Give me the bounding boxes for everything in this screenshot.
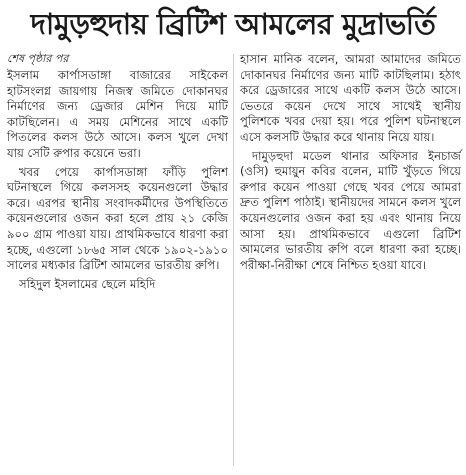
column-divider (233, 54, 234, 466)
paragraph: দামুড়হুদা মডেল থানার অফিসার ইনচার্জ (ওসি) হুমায়ুন কবির বলেন, মাটি খুঁড়তে গিয়ে রুপার কয়েন পাওয়া গেছে খবর পেয়ে আমরা দ্রুত পুলিশ পাঠাই। স্থানীয়দের সামনে কলস খুলে কয়েনগুলোর ওজন করা হয় এবং থানায় নিয়ে আসা হয়। প্রাথমিকভাবে এগুলো ব্রিটিশ আমলের ভারতীয় রুপি বলে ধারণা করা হচ্ছে। পরীক্ষা-নিরীক্ষা শেষে নিশ্চিত হওয়া যাবে। (240, 148, 461, 272)
continued-from-label: শেষ পৃষ্ঠার পর (7, 52, 69, 65)
right-column (240, 52, 461, 273)
left-column (7, 52, 228, 292)
paragraph: সহিদুল ইসলামের ছেলে মহিদি (19, 276, 156, 291)
headline: দামুড়হুদায় ব্রিটিশ আমলের মুদ্রাভর্তি (30, 7, 436, 41)
paragraph: খবর পেয়ে কার্পাসডাঙ্গা ফাঁড়ি পুলিশ ঘটনাস্থলে গিয়ে কলসসহ কয়েনগুলো উদ্ধার করে। এরপর স্থানীয় সংবাদকর্মীদের উপস্থিতিতে কয়েনগুলোর ওজন করা হলে প্রায় ২১ কেজি ৯০০ গ্রাম পাওয়া যায়। প্রাথমিকভাবে ধারণা করা হচ্ছে, এগুলো ১৮৬৫ সাল থেকে ১৯০২-১৯১০ সালের মধ্যকার ব্রিটিশ আমলের ভারতীয় রুপি। (7, 164, 228, 273)
paragraph: হাসান মানিক বলেন, আমরা আমাদের জমিতে দোকানঘর নির্মাণের জন্য মাটি কাটছিলাম। হঠাৎ করে ড্রেজারের সাথে একটি কলস উঠে আসে। ভেতরে কয়েন দেখে সাথে সাথেই স্থানীয় পুলিশকে খবর দেয়া হয়। পরে পুলিশ ঘটনাস্থলে এসে কলসটি উদ্ধার করে থানায় নিয়ে যায়। (240, 52, 461, 144)
paragraph: ইসলাম কার্পাসডাঙ্গা বাজারের সাইকেল হাটসংলগ্ন জায়গায় নিজস্ব জমিতে দোকানঘর নির্মাণের জন্য ড্রেজার মেশিন দিয়ে মাটি কাটছিলেন। এ সময় মেশিনের সাথে একটি পিতলের কলস উঠে আসে। কলস খুলে দেখা যায় সেটি রুপার কয়েনে ভরা। (7, 68, 228, 160)
